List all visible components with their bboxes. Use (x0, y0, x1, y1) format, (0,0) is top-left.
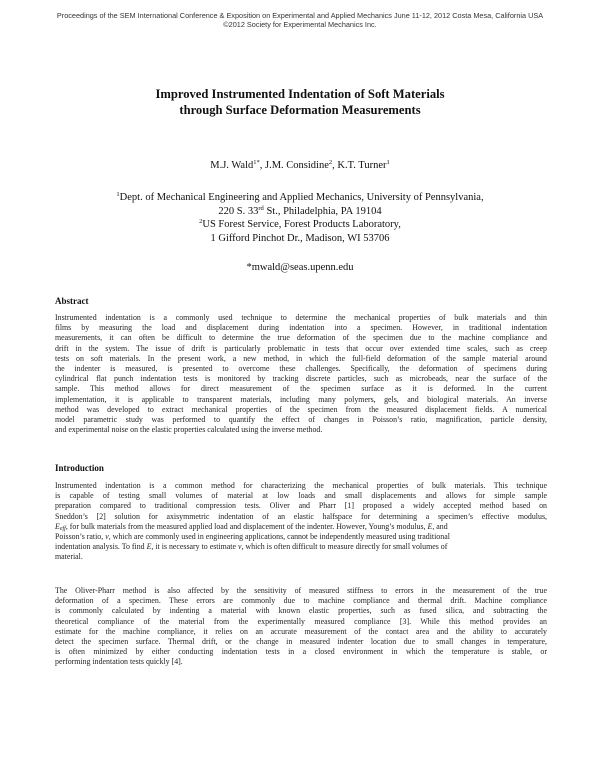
symbol-e: E (55, 521, 60, 531)
affiliation-1-line-1 (0, 191, 600, 205)
abstract-line: method was developed to extract mechanical properties of the specimen from the measured displacement fields. A numerical (55, 404, 547, 414)
intro-line: performing indentation tests quickly [4]. (55, 657, 183, 667)
abstract-line: sample. This method allows for direct measurement of the specimen surface as it is deformed. In the current (55, 384, 547, 394)
abstract-line: and experimental noise on the elastic properties calculated using the inverse method. (55, 425, 323, 435)
title-line-1: Improved Instrumented Indentation of Soft Materials (155, 87, 445, 101)
title-line-2: through Surface Deformation Measurements (179, 103, 421, 117)
affiliation-1-ordinal: rd (258, 204, 264, 212)
author-3-mark: 1 (386, 159, 390, 166)
affiliation-1-text: Dept. of Mechanical Engineering and Applied Mechanics, University of Pennsylvania, (119, 192, 484, 203)
intro-text: indentation analysis. To find (55, 542, 147, 552)
intro-text: , and (432, 521, 448, 531)
abstract-body (55, 313, 547, 435)
intro-line: is capable of testing small volumes of material at low loads and small displacements and allows for simple sample (55, 491, 547, 501)
abstract-line: the indenter is measured, is presented to overcome these challenges. Specifically, the deformation of specimens during (55, 364, 547, 374)
introduction-heading: Introduction (55, 463, 104, 473)
intro-line: material. (55, 552, 83, 562)
contact-email[interactable]: *mwald@seas.upenn.edu (246, 262, 354, 273)
intro-line: preparation compared to traditional compression tests. Oliver and Pharr [1] proposed a widely accepted method based on (55, 501, 547, 511)
abstract-line: drift in the system. The issue of drift is particularly problematic in tests that occur over extended time scales, such as creep (55, 343, 547, 353)
intro-line: deformation of a specimen. These errors are commonly due to machine compliance and thermal drift. Machine compliance (55, 596, 547, 606)
affiliation-2-line-1 (0, 218, 600, 232)
affiliation-1-city: St., Philadelphia, PA 19104 (263, 205, 382, 217)
author-2-mark: 2 (328, 159, 333, 166)
abstract-line: cylindrical flat punch indentation tests is monitored by tracking discrete particles, such as microbeads, near the surface of the (55, 374, 547, 384)
intro-text: , it is necessary to estimate (151, 542, 238, 552)
intro-text: , which is often difficult to measure directly for small volumes of (241, 542, 448, 552)
abstract-line: model parametric study was performed to quantify the effect of changes in Poisson’s ratio, magnification, particle density, (55, 415, 547, 425)
introduction-paragraph-2 (55, 586, 547, 668)
intro-text: Poisson’s ratio, (55, 532, 106, 542)
intro-line: Instrumented indentation is a common method for characterizing the mechanical properties of bulk materials. This technique (55, 481, 547, 490)
intro-text: , for bulk materials from the measured applied load and displacement of the indenter. However, Young’s modulus, (65, 521, 428, 531)
affiliation-2-text: US Forest Service, Forest Products Laboratory, (202, 219, 401, 230)
conference-header (0, 11, 600, 29)
symbol-e: E (427, 521, 433, 531)
symbol-eff-subscript: eff (59, 525, 66, 532)
symbol-nu: ν (237, 542, 242, 552)
intro-line-effective-modulus (55, 522, 547, 532)
abstract-line: Instrumented indentation is a commonly used technique to determine the mechanical properties of bulk materials and thin (55, 313, 547, 322)
author-3: , K.T. Turner (332, 160, 387, 171)
abstract-line: films by measuring the load and displacement during indentation into a specimen. However, in traditional indentation (55, 323, 547, 333)
affiliations (0, 191, 600, 245)
intro-line: Sneddon’s [2] solution for axisymmetric indentation of an elastic halfspace for determining a specimen’s effective modulus, (55, 511, 547, 521)
affiliation-1-street: 220 S. 33 (218, 205, 259, 217)
intro-line-estimate (55, 542, 547, 552)
author-list (0, 160, 600, 171)
abstract-line: tests on soft materials. In the present work, a new method, in which the full-field deformation of the sample material around (55, 353, 547, 363)
intro-line: detect the specimen surface. Thermal drift, or the change in measured indenter location due to small changes in temperature, (55, 637, 547, 647)
author-1-mark: 1* (253, 159, 260, 166)
abstract-line: measurements, it can often be difficult to determine the true deformation of the specimen due to the machine compliance and (55, 333, 547, 343)
intro-text: , which are commonly used in engineering applications, cannot be independently measured using traditional (108, 532, 450, 542)
paper-title (0, 86, 600, 118)
author-1: M.J. Wald (210, 160, 254, 171)
abstract-heading: Abstract (55, 296, 89, 306)
abstract-line: implementation, it is applicable to transparent materials, including many polymers, gels, and biological materials. An inverse (55, 394, 547, 404)
author-2: , J.M. Considine (259, 160, 329, 171)
header-line-1: Proceedings of the SEM International Conference & Exposition on Experimental and Applied Mechanics June 11-12, 2012 Costa Mesa, California USA (56, 11, 544, 20)
affiliation-1-mark: 1 (116, 191, 120, 198)
intro-line: is often minimized by either conducting indentation tests in a closed environment in which the temperature is stable, or (55, 647, 547, 657)
intro-line: theoretical compliance of the material from the experimentally measured compliance [3]. While this method provides an (55, 616, 547, 626)
symbol-e: E (146, 542, 152, 552)
intro-line: The Oliver-Pharr method is also affected by the sensitivity of measured stiffness to errors in the measurement of the true (55, 586, 547, 595)
symbol-nu: ν (105, 532, 109, 542)
intro-line-poisson (55, 532, 547, 542)
affiliation-1-line-2 (0, 205, 600, 219)
header-line-2: ©2012 Society for Experimental Mechanics Inc. (223, 20, 377, 29)
intro-line: is commonly calculated by indenting a material with known elastic properties, such as fused silica, and subtracting the (55, 606, 547, 616)
intro-line: estimate for the machine compliance, it relies on an accurate measurement of the contact area and the ability to accurately (55, 626, 547, 636)
affiliation-2-mark: 2 (199, 218, 203, 225)
introduction-paragraph-1 (55, 481, 547, 563)
affiliation-2-line-2: 1 Gifford Pinchot Dr., Madison, WI 53706 (210, 232, 390, 244)
